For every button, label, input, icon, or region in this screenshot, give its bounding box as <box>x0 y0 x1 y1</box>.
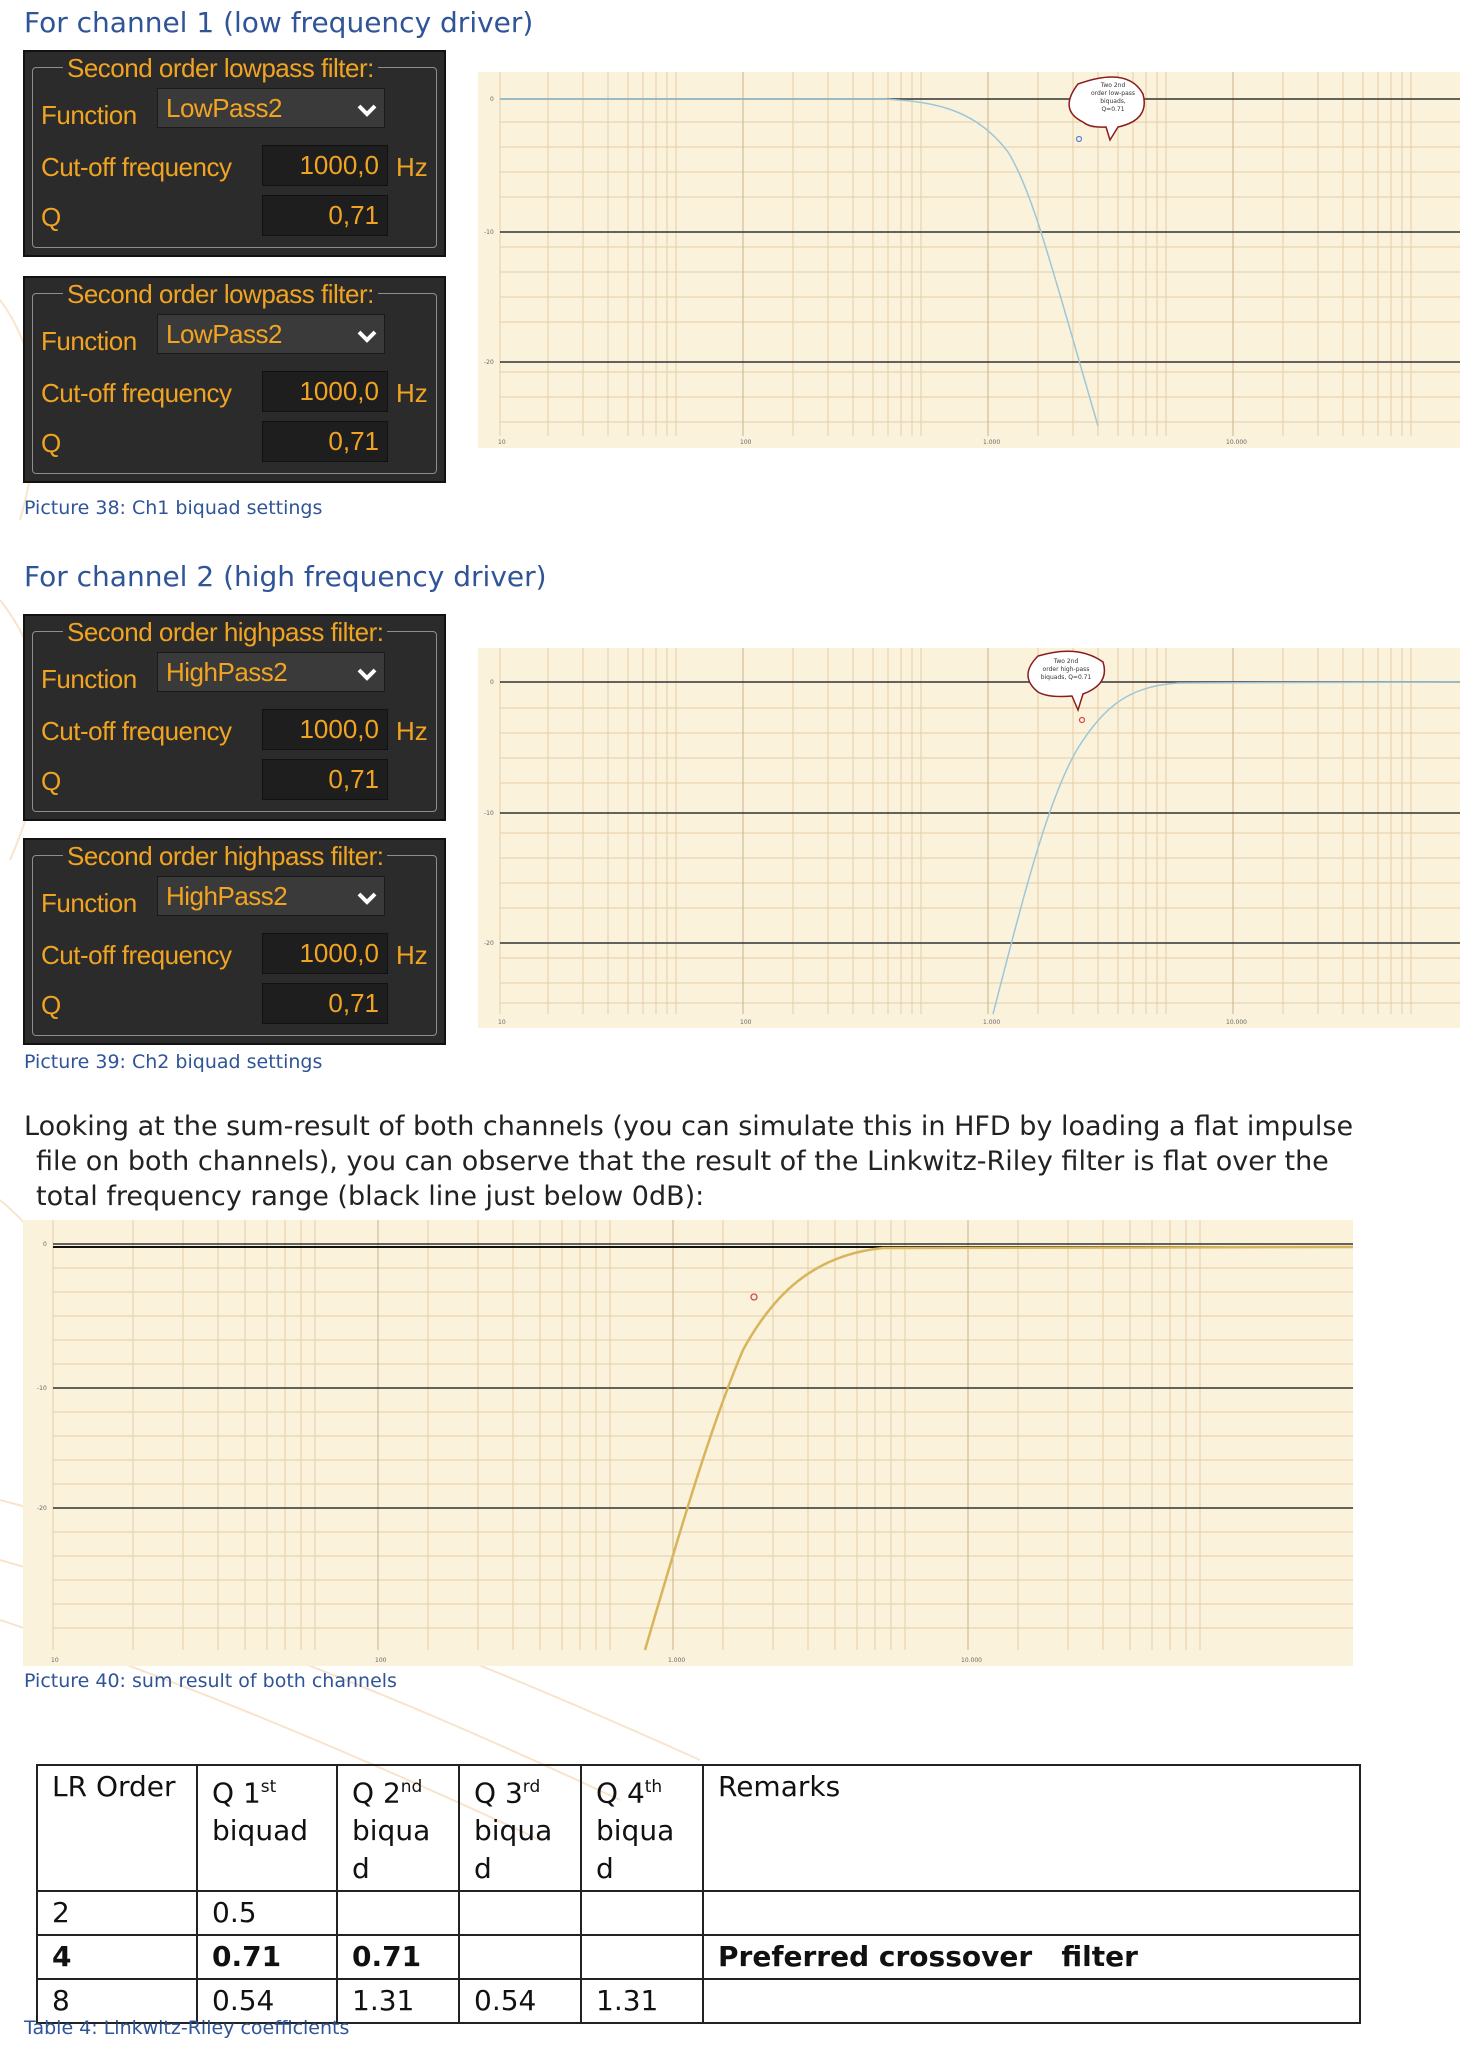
section1-heading: For channel 1 (low frequency driver) <box>24 6 534 39</box>
q-label: Q <box>41 990 61 1020</box>
table-header-cell: Remarks <box>703 1765 1360 1891</box>
svg-text:-10: -10 <box>484 229 494 236</box>
table-header-cell: Q 3rd biqua d <box>459 1765 581 1891</box>
svg-text:-20: -20 <box>484 940 494 947</box>
q-input[interactable]: 0,71 <box>262 759 388 800</box>
function-label: Function <box>41 888 137 918</box>
section2-heading: For channel 2 (high frequency driver) <box>24 560 547 593</box>
panel-title: Second order highpass filter: <box>63 617 387 648</box>
svg-text:100: 100 <box>375 1657 387 1664</box>
cutoff-frequency-input[interactable]: 1000,0 <box>262 709 388 750</box>
svg-text:1.000: 1.000 <box>983 1019 1001 1026</box>
q-input[interactable]: 0,71 <box>262 421 388 462</box>
chevron-down-icon <box>356 325 378 347</box>
svg-text:10: 10 <box>498 1019 506 1026</box>
svg-text:0: 0 <box>490 679 494 686</box>
svg-text:10.000: 10.000 <box>1226 439 1247 446</box>
panel-title: Second order lowpass filter: <box>63 53 378 84</box>
cutoff-frequency-label: Cut-off frequency <box>41 378 232 408</box>
svg-text:Q=0.71: Q=0.71 <box>1101 106 1125 113</box>
function-label: Function <box>41 326 137 356</box>
chevron-down-icon <box>356 887 378 909</box>
table-row: 2 0.5 <box>37 1891 1360 1935</box>
function-label: Function <box>41 664 137 694</box>
svg-text:biquads,: biquads, <box>1100 98 1126 105</box>
table-header-cell: LR Order <box>37 1765 197 1891</box>
plot-grid <box>500 72 1460 436</box>
cutoff-frequency-label: Cut-off frequency <box>41 940 232 970</box>
table4-caption: Table 4: Linkwitz-Riley coefficients <box>24 2017 350 2039</box>
svg-text:Two 2nd: Two 2nd <box>1053 658 1079 665</box>
cutoff-frequency-input[interactable]: 1000,0 <box>262 145 388 186</box>
svg-text:10: 10 <box>51 1657 59 1664</box>
lowpass-filter-panel-2 <box>23 276 446 483</box>
svg-text:10: 10 <box>498 439 506 446</box>
q-input[interactable]: 0,71 <box>262 983 388 1024</box>
picture39-caption: Picture 39: Ch2 biquad settings <box>24 1051 323 1073</box>
sum-response-plot <box>23 1220 1353 1666</box>
cutoff-frequency-label: Cut-off frequency <box>41 716 232 746</box>
sum-highpass-curve <box>645 1247 1353 1650</box>
cutoff-frequency-input[interactable]: 1000,0 <box>262 371 388 412</box>
paragraph-line-1: Looking at the sum-result of both channels (you can simulate this in HFD by loading a flat impulse <box>24 1111 1354 1142</box>
svg-text:biquads, Q=0.71: biquads, Q=0.71 <box>1040 674 1092 681</box>
hz-unit: Hz <box>396 378 428 408</box>
q-label: Q <box>41 202 61 232</box>
svg-text:0: 0 <box>490 96 494 103</box>
lowpass-response-plot <box>478 72 1460 448</box>
panel-title: Second order highpass filter: <box>63 841 387 872</box>
function-select-value: LowPass2 <box>166 93 282 123</box>
svg-text:0: 0 <box>43 1241 47 1248</box>
cutoff-marker <box>1080 718 1085 723</box>
svg-text:Two 2nd: Two 2nd <box>1100 82 1126 89</box>
tooltip-bubble <box>1028 651 1104 710</box>
highpass-response-plot <box>478 648 1460 1028</box>
picture40-caption: Picture 40: sum result of both channels <box>24 1670 397 1692</box>
function-select-value: HighPass2 <box>166 881 288 911</box>
table-header-cell: Q 2nd biqua d <box>337 1765 459 1891</box>
paragraph-line-2: file on both channels), you can observe that the result of the Linkwitz-Riley filter is flat over the <box>36 1146 1329 1177</box>
highpass-filter-panel-1 <box>23 614 446 821</box>
function-select[interactable] <box>157 314 385 354</box>
svg-text:order low-pass: order low-pass <box>1090 90 1136 97</box>
paragraph-line-3: total frequency range (black line just below 0dB): <box>36 1181 705 1212</box>
svg-text:-10: -10 <box>37 1385 47 1392</box>
q-label: Q <box>41 428 61 458</box>
function-select-value: HighPass2 <box>166 657 288 687</box>
panel-title: Second order lowpass filter: <box>63 279 378 310</box>
svg-text:-20: -20 <box>37 1505 47 1512</box>
cutoff-marker <box>1077 137 1082 142</box>
function-select[interactable] <box>157 876 385 916</box>
svg-text:1.000: 1.000 <box>983 439 1001 446</box>
picture38-caption: Picture 38: Ch1 biquad settings <box>24 497 323 519</box>
cutoff-marker <box>751 1294 757 1300</box>
q-label: Q <box>41 766 61 796</box>
table-header-row <box>37 1765 1360 1891</box>
svg-text:-10: -10 <box>484 810 494 817</box>
function-select-value: LowPass2 <box>166 319 282 349</box>
cutoff-frequency-label: Cut-off frequency <box>41 152 232 182</box>
svg-text:1.000: 1.000 <box>668 1657 686 1664</box>
svg-text:-20: -20 <box>484 359 494 366</box>
svg-text:100: 100 <box>740 1019 752 1026</box>
table-header-cell: Q 4th biqua d <box>581 1765 703 1891</box>
hz-unit: Hz <box>396 940 428 970</box>
q-input[interactable]: 0,71 <box>262 195 388 236</box>
table-header-cell: Q 1st biquad <box>197 1765 337 1891</box>
svg-text:100: 100 <box>740 439 752 446</box>
chevron-down-icon <box>356 99 378 121</box>
table-row: 4 0.71 0.71 Preferred crossover filter <box>37 1935 1360 1979</box>
highpass-curve <box>993 682 1460 1014</box>
hz-unit: Hz <box>396 152 428 182</box>
function-select[interactable] <box>157 652 385 692</box>
svg-text:10.000: 10.000 <box>961 1657 982 1664</box>
svg-text:order high-pass: order high-pass <box>1042 666 1090 673</box>
function-label: Function <box>41 100 137 130</box>
function-select[interactable] <box>157 88 385 128</box>
linkwitz-riley-table <box>36 1764 1361 2024</box>
svg-text:10.000: 10.000 <box>1226 1019 1247 1026</box>
cutoff-frequency-input[interactable]: 1000,0 <box>262 933 388 974</box>
chevron-down-icon <box>356 663 378 685</box>
hz-unit: Hz <box>396 716 428 746</box>
lowpass-filter-panel-1 <box>23 50 446 257</box>
lowpass-curve <box>500 99 1098 426</box>
table-row: 8 0.54 1.31 0.54 1.31 <box>37 1979 1360 2023</box>
highpass-filter-panel-2 <box>23 838 446 1045</box>
